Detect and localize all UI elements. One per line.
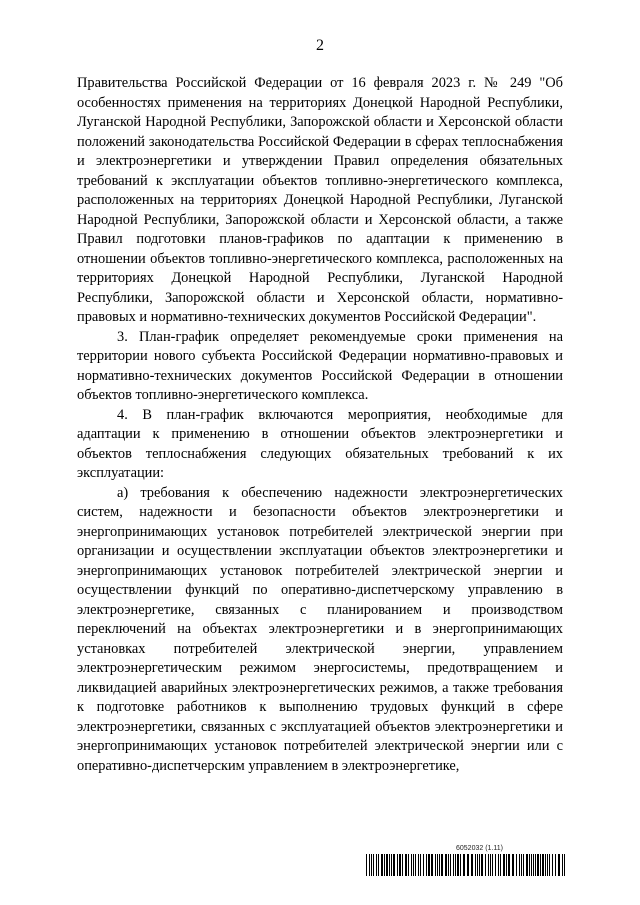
document-body: [77, 74, 563, 776]
document-code: 6052032 (1.11): [456, 845, 503, 852]
barcode-image: [366, 854, 566, 876]
page-number: 2: [316, 37, 324, 54]
paragraph-item-3: 3. План-график определяет рекомендуемые сроки применения на территории нового субъекта Российской Федерации нормативно-правовых и нормативно-технических документов Российской Федерации в отношении объектов топливно-энергетического комплекса.: [77, 328, 563, 403]
paragraph-item-4a: а) требования к обеспечению надежности электроэнергетических систем, надежности и безопасности объектов электроэнергетики и энергопринимающих установок потребителей электрической энергии при организации и осуществлении эксплуатации объектов электроэнергетики и энергопринимающих установок потребителей электрической энергии и осуществлении функций по оперативно-диспетчерскому управлению в электроэнергетике, связанных с планированием и производством переключений на объектах электроэнергетики и в энергопринимающих установках потребителей электрической энергии, управлением электроэнергетическим режимом энергосистемы, предотвращением и ликвидацией аварийных электроэнергетических режимов, а также требования к подготовке работников к выполнению трудовых функций в сфере электроэнергетики, связанных с эксплуатацией объектов электроэнергетики и энергопринимающих установок потребителей электрической энергии или с оперативно-диспетчерским управлением в электроэнергетике,: [77, 484, 563, 774]
paragraph-item-4: 4. В план-график включаются мероприятия, необходимые для адаптации к применению в отношении объектов электроэнергетики и объектов теплоснабжения следующих обязательных требований к их эксплуатации:: [77, 406, 563, 481]
paragraph-1: Правительства Российской Федерации от 16 февраля 2023 г. № 249 "Об особенностях применения на территориях Донецкой Народной Республики, Луганской Народной Республики, Запорожской области и Херсонской области положений законодательства Российской Федерации в сферах теплоснабжения и электроэнергетики и утверждении Правил определения обязательных требований к эксплуатации объектов топливно-энергетического комплекса, расположенных на территориях Донецкой Народной Республики, Луганской Народной Республики, Запорожской области и Херсонской области, а также Правил подготовки планов-графиков по адаптации к применению в отношении объектов топливно-энергетического комплекса, расположенных на территориях Донецкой Народной Республики, Луганской Народной Республики, Запорожской области и Херсонской области, нормативно-правовых и нормативно-технических документов Российской Федерации".: [77, 75, 563, 325]
